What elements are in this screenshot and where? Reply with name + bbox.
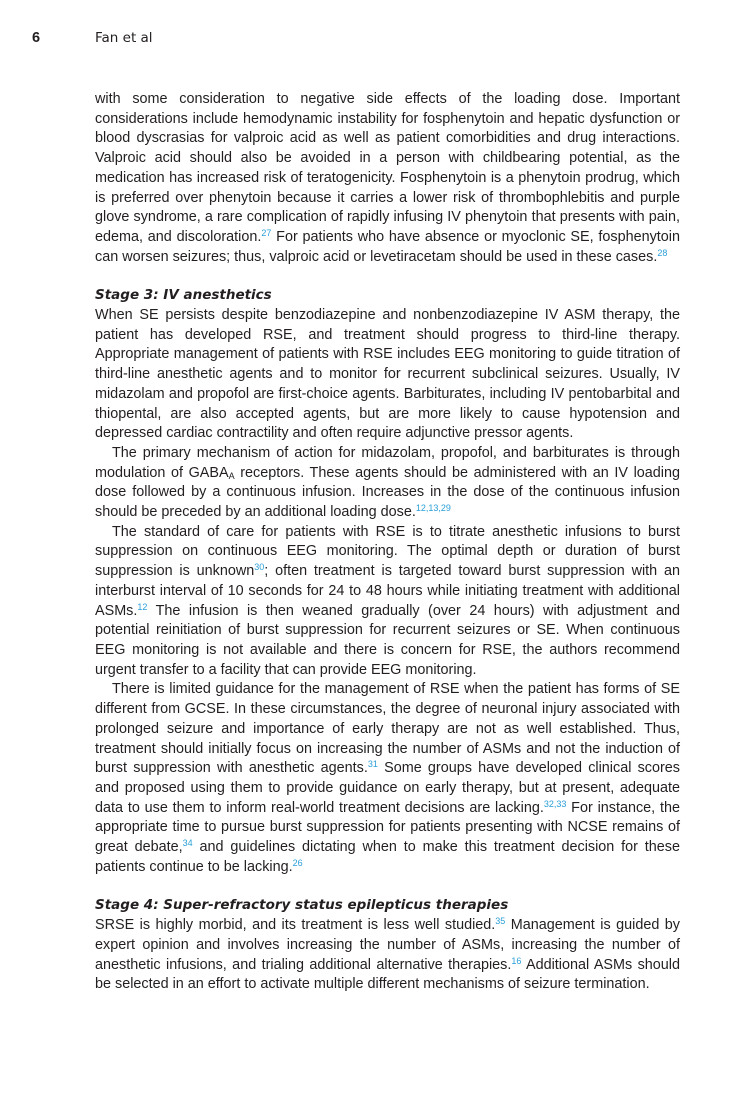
citation-link[interactable]: 30 — [254, 562, 265, 573]
paragraph-text: The infusion is then weaned gradually (over 24 hours) with adjustment and potential reinitiation of burst suppression for recurrent seizures or SE. When continuous EEG monitoring is not available and there is concern for RSE, the authors recommend urgent transfer to a facility that can provide EEG monitoring. — [95, 602, 680, 678]
paragraph-text: and guidelines dictating when to make this treatment decision for these patients continue to be lacking. — [95, 839, 681, 875]
page-number: 6 — [32, 30, 41, 46]
section-spacer — [95, 877, 680, 896]
paragraph-text: Management is guided by expert opinion and involves increasing the number of ASMs, increasing the number of anesthetic infusions, and trialing additional alternative therapies. — [95, 917, 680, 973]
citation-link[interactable]: 35 — [495, 916, 506, 927]
section-spacer — [95, 267, 680, 286]
paragraph-mechanism — [95, 444, 680, 523]
paragraph-limited-guidance — [95, 680, 680, 877]
paragraph-text: Additional ASMs should be selected in an effort to activate multiple different mechanisms of seizure termination. — [95, 956, 680, 993]
citation-link[interactable]: 31 — [367, 759, 378, 770]
paragraph-srse — [95, 916, 680, 995]
citation-link[interactable]: 16 — [511, 955, 522, 966]
paragraph-loading-dose — [95, 90, 680, 267]
paragraph-text: ; often treatment is targeted toward burst suppression with an interburst interval of 10 seconds for 24 to 48 hours while initiating treatment with additional ASMs. — [95, 563, 680, 619]
paragraph-text: When SE persists despite benzodiazepine and nonbenzodiazepine IV ASM therapy, the patient has developed RSE, and treatment should progress to third-line therapy. Appropriate management of patients with RSE includes EEG monitoring to guide titration of third-line anesthetic agents and to monitor for recurrent subclinical seizures. Usually, IV midazolam and propofol are first-choice agents. Barbiturates, including IV pentobarbital and thiopental, are also accepted agents, but are more likely to cause hypotension and depressed cardiac contractility and often require adjunctive pressor agents. — [95, 307, 680, 442]
running-head — [32, 30, 153, 46]
paragraph-text: The standard of care for patients with RSE is to titrate anesthetic infusions to burst suppression on continuous EEG monitoring. The optimal depth or duration of burst suppression is unknown — [95, 523, 680, 580]
section-heading-stage-4: Stage 4: Super-refractory status epilepticus therapies — [95, 897, 509, 914]
citation-link[interactable]: 27 — [261, 227, 272, 238]
paragraph-rse-definition — [95, 306, 680, 444]
paragraph-text: receptors. These agents should be administered with an IV loading dose followed by a continuous infusion. Increases in the dose of the continuous infusion should be preceded by an additional loading dose. — [95, 464, 680, 521]
subscript: A — [228, 470, 235, 481]
section-heading-stage-3: Stage 3: IV anesthetics — [95, 287, 272, 304]
citation-link[interactable]: 28 — [657, 247, 668, 258]
running-head-authors: Fan et al — [95, 30, 153, 46]
paragraph-text: SRSE is highly morbid, and its treatment is less well studied. — [95, 917, 496, 934]
paragraph-text: The primary mechanism of action for midazolam, propofol, and barbiturates is through modulation of GABA — [95, 444, 680, 481]
paragraph-text: There is limited guidance for the management of RSE when the patient has forms of SE different from GCSE. In these circumstances, the degree of neuronal injury associated with prolonged seizure and importance of early therapy are not as well established. Thus, treatment should initially focus on increasing the number of ASMs and not the induction of burst suppression with anesthetic agents. — [95, 681, 680, 777]
citation-link[interactable]: 12 — [137, 601, 148, 612]
paragraph-text: Some groups have developed clinical scores and proposed using them to provide guidance on early therapy, but at present, adequate data to use them to inform real-world treatment decisions are lacking. — [95, 760, 680, 816]
citation-link[interactable]: 32,33 — [543, 798, 567, 809]
paragraph-text: For patients who have absence or myoclonic SE, fosphenytoin can worsen seizures; thus, valproic acid or levetiracetam should be used in these cases. — [95, 228, 681, 265]
article-body — [95, 90, 680, 995]
paragraph-text: For instance, the appropriate time to pursue burst suppression for patients presenting with NCSE remains of great debate, — [95, 799, 680, 856]
citation-link[interactable]: 26 — [292, 857, 303, 868]
paragraph-standard-of-care — [95, 523, 680, 681]
citation-link[interactable]: 12,13,29 — [415, 503, 451, 514]
paragraph-text: with some consideration to negative side effects of the loading dose. Important considerations include hemodynamic instability for fosphenytoin and hepatic dysfunction or blood dyscrasias for valproic acid as well as patient comorbidities and drug interactions. Valproic acid should also be avoided in a person with childbearing potential, as the medication has increased risk of teratogenicity. Fosphenytoin is a phenytoin prodrug, which is preferred over phenytoin because it carries a lower risk of thrombophlebitis and purple glove syndrome, a rare complication of rapidly infusing IV phenytoin that presents with pain, edema, and discoloration. — [95, 91, 680, 245]
citation-link[interactable]: 34 — [182, 838, 193, 849]
